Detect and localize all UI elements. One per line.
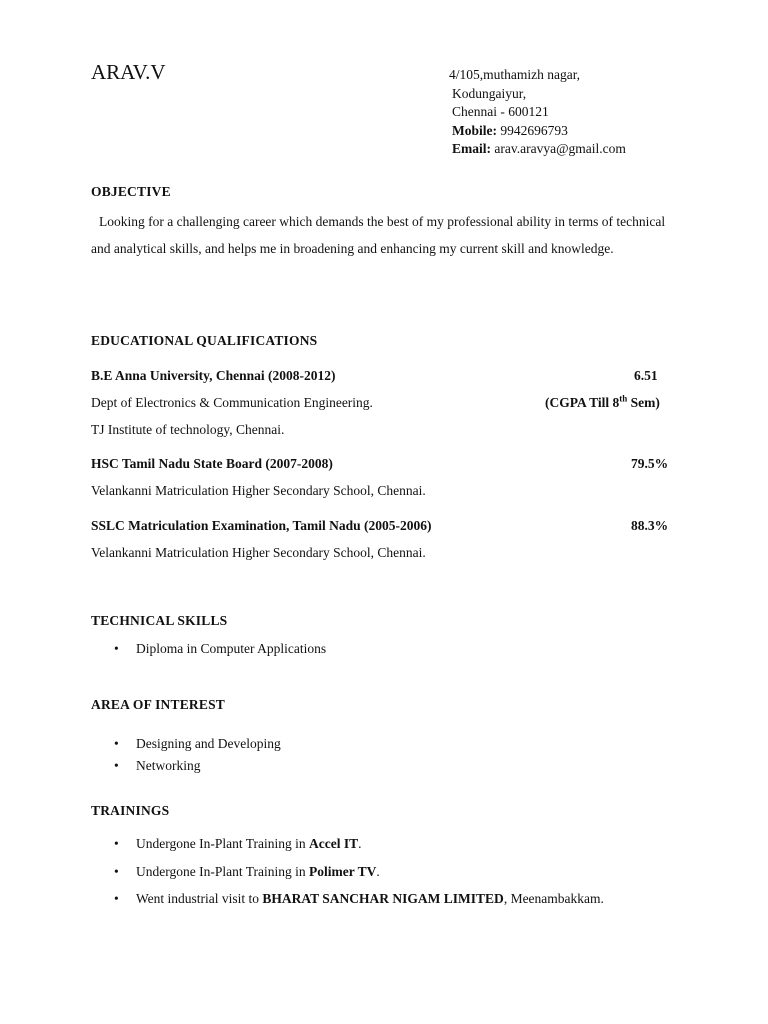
candidate-name: ARAV.V — [91, 60, 166, 84]
area-of-interest-heading: AREA OF INTEREST — [91, 697, 225, 712]
technical-skills-heading: TECHNICAL SKILLS — [91, 613, 228, 628]
hsc-title: HSC Tamil Nadu State Board (2007-2008) — [91, 456, 333, 471]
sslc-title: SSLC Matriculation Examination, Tamil Nadu (2005-2006) — [91, 518, 432, 533]
hsc-score: 79.5% — [631, 456, 669, 471]
training-punct: . — [358, 836, 362, 851]
be-department: Dept of Electronics & Communication Engineering. — [91, 395, 373, 410]
bullet: • — [114, 891, 119, 906]
bullet: • — [114, 736, 119, 751]
training-org: BHARAT SANCHAR NIGAM LIMITED — [262, 891, 504, 906]
mobile-number: 9942696793 — [500, 122, 568, 138]
mobile-label: Mobile: — [452, 122, 497, 138]
bullet: • — [114, 836, 119, 851]
address-line-1: 4/105,muthamizh nagar, — [449, 67, 581, 82]
objective-heading: OBJECTIVE — [91, 184, 171, 199]
email-row — [452, 140, 626, 159]
sslc-score: 88.3% — [631, 518, 669, 533]
be-institute: TJ Institute of technology, Chennai. — [91, 422, 285, 437]
interest-text: Networking — [136, 758, 201, 773]
list-item — [91, 830, 604, 858]
bullet: • — [114, 641, 119, 656]
list-item — [91, 733, 281, 755]
be-cgpa-note — [545, 395, 660, 411]
education-heading: EDUCATIONAL QUALIFICATIONS — [91, 333, 318, 348]
email-label: Email: — [452, 141, 491, 156]
training-text: Undergone In-Plant Training in — [136, 863, 309, 879]
contact-block — [449, 66, 626, 159]
objective-text: Looking for a challenging career which demands the best of my professional ability in terms of technical and analytical skills, and helps me in broadening and enhancing my current skill and knowledge. — [91, 214, 666, 256]
cgpa-prefix: (CGPA Till 8 — [545, 395, 620, 410]
bullet: • — [114, 863, 119, 879]
hsc-school: Velankanni Matriculation Higher Secondary School, Chennai. — [91, 483, 426, 498]
list-item — [91, 755, 281, 777]
area-of-interest-list — [91, 733, 281, 777]
technical-skills-list — [91, 641, 326, 657]
list-item — [91, 858, 604, 886]
mobile-row — [452, 122, 626, 141]
be-score: 6.51 — [634, 368, 658, 383]
cgpa-superscript: th — [619, 393, 628, 404]
be-title: B.E Anna University, Chennai (2008-2012) — [91, 368, 336, 383]
interest-text: Designing and Developing — [136, 736, 281, 751]
training-org: Accel IT — [309, 836, 359, 851]
skill-text: Diploma in Computer Applications — [136, 641, 327, 656]
trainings-list — [91, 830, 604, 913]
list-item — [91, 641, 326, 657]
address-line-3: Chennai - 600121 — [452, 104, 549, 119]
training-punct: . — [376, 863, 380, 879]
bullet: • — [114, 758, 119, 773]
trainings-heading: TRAININGS — [91, 803, 170, 818]
email-address: arav.aravya@gmail.com — [494, 141, 626, 156]
cgpa-suffix: Sem) — [627, 395, 660, 410]
list-item — [91, 885, 604, 913]
sslc-school: Velankanni Matriculation Higher Secondary School, Chennai. — [91, 545, 426, 560]
training-text: Went industrial visit to — [136, 891, 263, 906]
address-line-2: Kodungaiyur, — [452, 85, 527, 101]
objective-paragraph — [91, 208, 681, 262]
training-org: Polimer TV — [309, 863, 377, 879]
training-punct: , Meenambakkam. — [503, 891, 604, 906]
training-text: Undergone In-Plant Training in — [136, 836, 309, 851]
